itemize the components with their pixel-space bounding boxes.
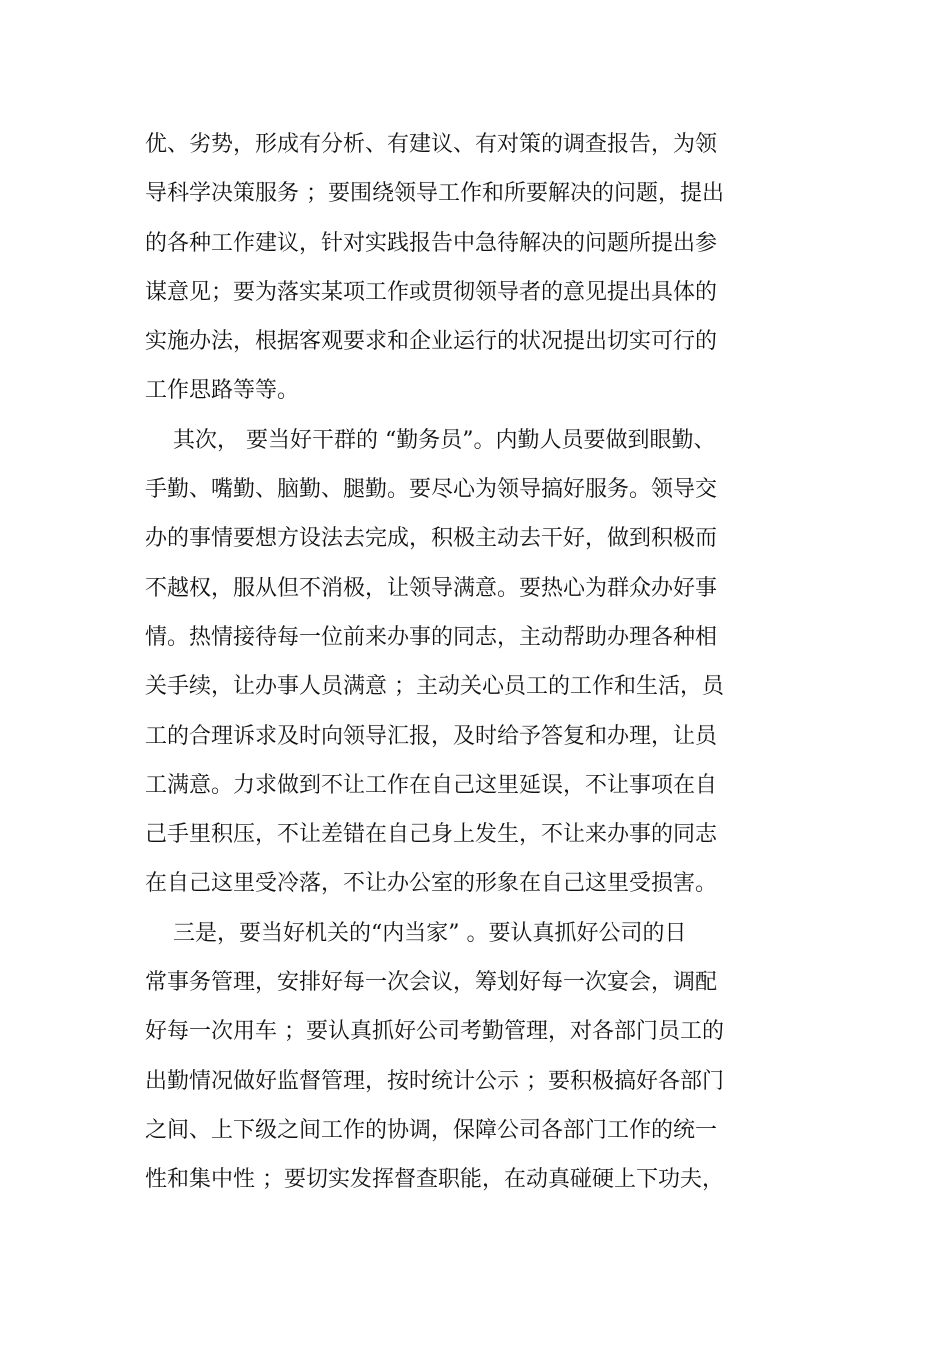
body-text xyxy=(145,120,805,1205)
text-line: 工满意。力求做到不让工作在自己这里延误，不让事项在自 xyxy=(145,772,718,798)
text-line: 优、劣势，形成有分析、有建议、有对策的调查报告，为领 xyxy=(145,132,718,157)
text-line: 的各种工作建议，针对实践报告中急待解决的问题所提出参 xyxy=(145,230,718,256)
text-line: 实施办法，根据客观要求和企业运行的状况提出切实可行的 xyxy=(145,329,718,355)
text-line: 谋意见；要为落实某项工作或贯彻领导者的意见提出具体的 xyxy=(145,279,718,305)
text-line: 办的事情要想方设法去完成，积极主动去干好，做到积极而 xyxy=(145,526,718,552)
text-line: 关手续，让办事人员满意 ；主动关心员工的工作和生活，员 xyxy=(145,674,724,700)
text-line: 之间、上下级之间工作的协调，保障公司各部门工作的统一 xyxy=(145,1117,718,1143)
text-line: 工作思路等等。 xyxy=(145,378,300,404)
text-line: 己手里积压，不让差错在自己身上发生，不让来办事的同志 xyxy=(145,822,718,848)
text-line: 性和集中性 ；要切实发挥督查职能，在动真碰硬上下功夫， xyxy=(145,1167,724,1193)
text-line: 出勤情况做好监督管理，按时统计公示 ；要积极搞好各部门 xyxy=(145,1068,724,1094)
text-line: 手勤、嘴勤、脑勤、腿勤。要尽心为领导搞好服务。领导交 xyxy=(145,477,718,503)
text-line: 导科学决策服务 ；要围绕领导工作和所要解决的问题，提出 xyxy=(145,181,724,207)
text-line: 在自己这里受冷落，不让办公室的形象在自己这里受损害。 xyxy=(145,871,718,897)
text-line: 工的合理诉求及时向领导汇报，及时给予答复和办理，让员 xyxy=(145,723,718,749)
paragraph-start-line: 三是，要当好机关的“内当家” 。要认真抓好公司的日 xyxy=(145,920,687,946)
text-line: 情。热情接待每一位前来办事的同志，主动帮助办理各种相 xyxy=(145,624,718,650)
text-line: 常事务管理，安排好每一次会议，筹划好每一次宴会，调配 xyxy=(145,970,718,996)
text-line: 好每一次用车 ；要认真抓好公司考勤管理，对各部门员工的 xyxy=(145,1019,724,1045)
paragraph-start-line: 其次， 要当好干群的 “勤务员”。内勤人员要做到眼勤、 xyxy=(145,427,716,453)
text-line: 不越权，服从但不消极，让领导满意。要热心为群众办好事 xyxy=(145,575,718,601)
